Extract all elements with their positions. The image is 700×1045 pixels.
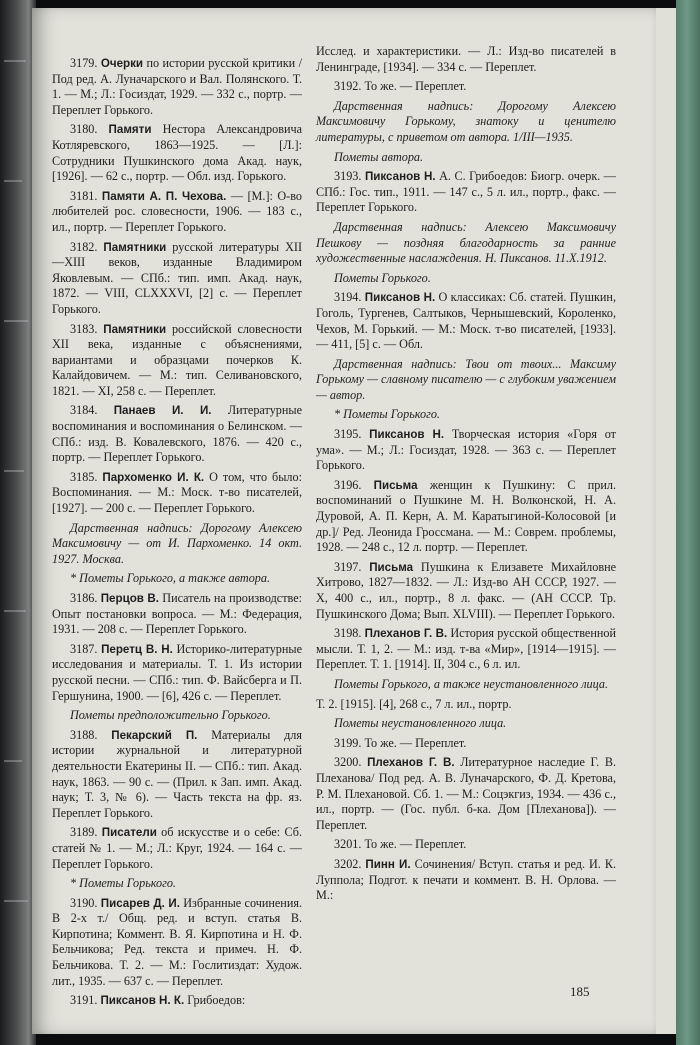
entry-heading: Панаев И. И.: [113, 404, 212, 418]
entry-number: 3197.: [334, 559, 370, 574]
entry-heading: Памятники: [103, 240, 167, 254]
entry-heading: Письма: [369, 560, 414, 574]
left-page-sliver: [0, 0, 36, 1045]
bibliography-entry: [52, 591, 302, 638]
entry-note: * Пометы Горького.: [70, 876, 176, 891]
entry-number: 3201.: [334, 837, 365, 852]
entry-heading: Писарев Д. И.: [100, 896, 180, 910]
entry-text: То же. — Переплет.: [364, 837, 467, 852]
entry-text: Нестора Александровича Котляревского, 1863—1925. — [Л.]: Сотрудники Пушкинского дома Акад. наук, [1926]. — 62 с., портр. — Обл. изд. Горького.: [52, 122, 303, 184]
bibliography-entry: [52, 728, 302, 822]
entry-text: Литературные воспоминания и воспоминания о Белинском. — СПб.: изд. В. Ковалевского, 1876. — 420 с., портр. — Переплет Горького.: [52, 403, 302, 465]
page-edges: [656, 8, 678, 1034]
entry-note: Дарственная надпись: Алексею Максимовичу Пешкову — поздняя благодарность за ранние художественные наслаждения. Н. Пиксанов. 11.X.1912.: [316, 219, 616, 266]
entry-number: 3189.: [70, 825, 102, 840]
entry-number: 3198.: [334, 626, 365, 641]
bibliography-entry: [52, 240, 302, 318]
entry-text: Историко-литературные исследования и материалы. Т. 1. Из истории русской песни. — СПб.: тип. Ф. Вайсберга и П. Гершунина, 1900. — [6], 426 с. — Переплет.: [52, 641, 303, 703]
entry-heading: Перцов В.: [100, 592, 159, 605]
entry-text: О том, что было: Воспоминания. — М.: Моск. т-во писателей, [1927]. — 200 с. — Переплет Горького.: [52, 469, 302, 516]
bibliography-entry: [52, 896, 302, 990]
entry-text: Сочинения/ Вступ. статья и ред. И. К. Луппола; Подгот. к печати и коммент. В. Н. Орлова. — М.:: [316, 856, 617, 903]
entry-heading: Пиксанов Н. К.: [100, 994, 185, 1008]
entry-number: 3179.: [70, 56, 101, 70]
entry-note: * Пометы Горького, а также автора.: [70, 571, 271, 586]
entry-number: 3187.: [70, 641, 102, 656]
entry-note: Дарственная надпись: Дорогому Алексею Максимовичу Горькому, знатоку и ценителю литературы, с приветом от автора. 1/III—1935.: [316, 98, 616, 144]
entry-text: Писатель на производстве: Опыт постановки вопроса. — М.: Федерация, 1931. — 208 с. — Переплет Горького.: [52, 591, 303, 637]
entry-number: 3202.: [334, 856, 366, 871]
entry-number: 3191.: [70, 993, 101, 1008]
entry-heading: Плеханов Г. В.: [364, 627, 448, 641]
bibliography-entry: [52, 825, 302, 872]
entry-number: 3199.: [334, 735, 365, 750]
bibliography-entry: [316, 736, 616, 752]
bibliography-entry: [316, 290, 616, 352]
entry-note: Дарственная надпись: Дорогому Алексею Максимовичу — от И. Пархоменко. 14 окт. 1927. Москва.: [52, 520, 302, 566]
entry-text: История русской общественной мысли. Т. 1, 2. — М.: изд. т-ва «Мир», [1914—1915]. — Переплет. Т. 1. [1914]. II, 304 с., 6 л. ил.: [316, 626, 617, 672]
entry-number: 3188.: [70, 727, 112, 742]
bibliography-entry: [52, 470, 302, 517]
entry-heading: Памяти: [108, 123, 152, 137]
entry-heading: Пекарский П.: [111, 728, 198, 742]
entry-heading: Плеханов Г. В.: [367, 756, 455, 770]
entry-text: О классиках: Сб. статей. Пушкин, Гоголь, Тургенев, Салтыков, Чернышевский, Короленко, Чехов, М. Горький. — М.: Моск. т-во писателей, [1933]. — 411, [5] с. — Обл.: [316, 290, 616, 352]
entry-text: А. С. Грибоедов: Биогр. очерк. — СПб.: Гос. тип., 1911. — 147 с., 5 л. ил., портр., факс. — Переплет Горького.: [316, 169, 616, 215]
bibliography-entry: [316, 79, 616, 95]
entry-number: 3192.: [334, 79, 365, 94]
entry-heading: Пиксанов Н.: [364, 291, 436, 305]
entry-note: Дарственная надпись: Твои от твоих... Максиму Горькому — славному писателю — с глубоким уважением — автор.: [316, 356, 616, 402]
entry-text: Творческая история «Горя от ума». — М.; Л.: Госиздат, 1928. — 363 с. — Переплет Горького.: [316, 427, 616, 473]
entry-text: То же. — Переплет.: [364, 735, 467, 750]
entry-heading: Пиксанов Н.: [369, 428, 445, 442]
left-column: [52, 56, 302, 1013]
entry-heading: Очерки: [100, 57, 144, 70]
entry-text: — [М.]: О-во любителей рос. словесности, 1906. — 183 с., ил., портр. — Переплет Горького.: [52, 188, 303, 234]
bibliography-entry: [316, 626, 616, 673]
entry-heading: Памятники: [103, 322, 167, 336]
entry-text: Пушкина к Елизавете Михайловне Хитрово, 1827—1832. — Л.: Изд-во АН СССР, 1927. — X, 400 с., ил., портр., 8 л. факс. — (АН СССР. Тр. Пушкинского Дома; Вып. XLVIII). — Переплет Горького.: [316, 559, 616, 621]
entry-text: по истории русской критики / Под ред. А. Луначарского и Вал. Полянского. Т. 1. — М.; Л.: Госиздат, 1929. — 332 с., портр. — Переплет Горького.: [52, 56, 302, 117]
bibliography-entry: [52, 56, 302, 118]
entry-number: 3183.: [70, 321, 104, 336]
entry-text: Грибоедов:: [184, 993, 246, 1008]
entry-text: Избранные сочинения. В 2-х т./ Общ. ред. и вступ. статья В. Кирпотина; Коммент. В. Я. Кирпотина и Н. Ф. Бельчикова; Ред. текста и примеч. Н. Ф. Бельчикова. Т. 2. — М.: Гослитиздат: Худож. лит., 1935. — 637 с. — Переплет.: [52, 895, 303, 988]
bibliography-entry: [52, 189, 302, 236]
entry-note: Пометы Горького.: [334, 270, 431, 285]
entry-heading: Писатели: [101, 826, 157, 840]
bibliography-entry: [316, 560, 616, 622]
entry-text: Литературное наследие Г. В. Плеханова/ Под ред. А. В. Луначарского, Ф. Д. Кретова, Р. М. Плехановой. Сб. 1. — М.: Соцэкгиз, 1934. — 436 с., ил., портр. — (Гос. публ. б-ка. Дом [Плеханова]). — Переплет.: [316, 755, 617, 832]
entry-number: 3195.: [334, 427, 370, 442]
entry-heading: Пархоменко И. К.: [102, 470, 205, 484]
right-column: [316, 44, 616, 908]
entry-text: То же. — Переплет.: [364, 79, 467, 94]
entry-heading: Пиксанов Н.: [364, 170, 436, 184]
bibliography-entry: [316, 755, 616, 833]
entry-number: 3194.: [334, 290, 365, 305]
bibliography-entry: [52, 403, 302, 465]
entry-number: 3180.: [70, 122, 109, 137]
entry-continuation: Исслед. и характеристики. — Л.: Изд-во писателей в Ленинграде, [1934]. — 334 с. — Переплет.: [316, 44, 616, 74]
entry-number: 3181.: [70, 188, 102, 203]
entry-heading: Письма: [373, 478, 418, 492]
entry-heading: Перетц В. Н.: [101, 642, 173, 656]
entry-note: Пометы неустановленного лица.: [334, 716, 507, 731]
book-cover: [676, 0, 700, 1045]
bibliography-entry: [316, 427, 616, 474]
entry-number: 3196.: [334, 477, 374, 492]
page-number: 185: [570, 984, 590, 999]
bibliography-entry: [52, 993, 302, 1009]
bibliography-entry: [52, 122, 302, 184]
entry-note: * Пометы Горького.: [334, 407, 440, 422]
entry-number: 3193.: [334, 169, 365, 184]
bibliography-entry: [316, 478, 616, 556]
entry-text: российской словесности XII века, изданные с объяснениями, вариантами и образцами почерков К. Калайдовичем. — М.: тип. Селивановского, 1821. — XI, 258 с. — Переплет.: [52, 321, 303, 398]
entry-number: 3182.: [70, 239, 104, 254]
entry-heading: Памяти А. П. Чехова.: [101, 189, 227, 203]
entry-text: женщин к Пушкину: С прил. воспоминаний о Пушкине М. Н. Волконской, Н. А. Дуровой, А. П. Керн, А. М. Каратыгиной-Колосовой [и др.]/ Ред. Леонида Гроссмана. — М.: Соврем. проблемы, 1928. — 248 с., 12 л. портр. — Переплет.: [316, 477, 616, 555]
bibliography-entry: [316, 837, 616, 853]
entry-number: 3200.: [334, 755, 368, 770]
entry-number: 3186.: [70, 591, 101, 605]
entry-heading: Пинн И.: [365, 857, 411, 871]
entry-text: русской литературы XII—XIII веков, изданные Владимиром Яковлевым. — СПб.: тип. имп. Акад. наук, 1872. — VIII, CLXXXVI, [2] с. — Переплет Горького.: [52, 239, 303, 316]
entry-number: 3185.: [70, 469, 103, 484]
bibliography-entry: [316, 857, 616, 904]
entry-continuation: Т. 2. [1915]. [4], 268 с., 7 л. ил., портр.: [316, 696, 512, 711]
entry-number: 3190.: [70, 895, 101, 910]
bibliography-entry: [52, 642, 302, 704]
entry-note: Пометы предположительно Горького.: [70, 708, 271, 723]
entry-text: об искусстве и о себе: Сб. статей № 1. — М.; Л.: Круг, 1924. — 164 с. — Переплет Горького.: [52, 825, 302, 871]
entry-text: Материалы для истории журнальной и литературной деятельности Екатерины II. — СПб.: тип. Акад. наук, 1863. — 90 с. — (Прил. к Зап. имп. Акад. наук; Т. 3, № 6). — Часть текста на фр. яз. Переплет Горького.: [52, 727, 302, 820]
bibliography-entry: [316, 169, 616, 216]
entry-note: Пометы Горького, а также неустановленного лица.: [334, 676, 609, 691]
bibliography-entry: [52, 322, 302, 400]
entry-note: Пометы автора.: [334, 149, 424, 164]
entry-number: 3184.: [70, 403, 114, 418]
